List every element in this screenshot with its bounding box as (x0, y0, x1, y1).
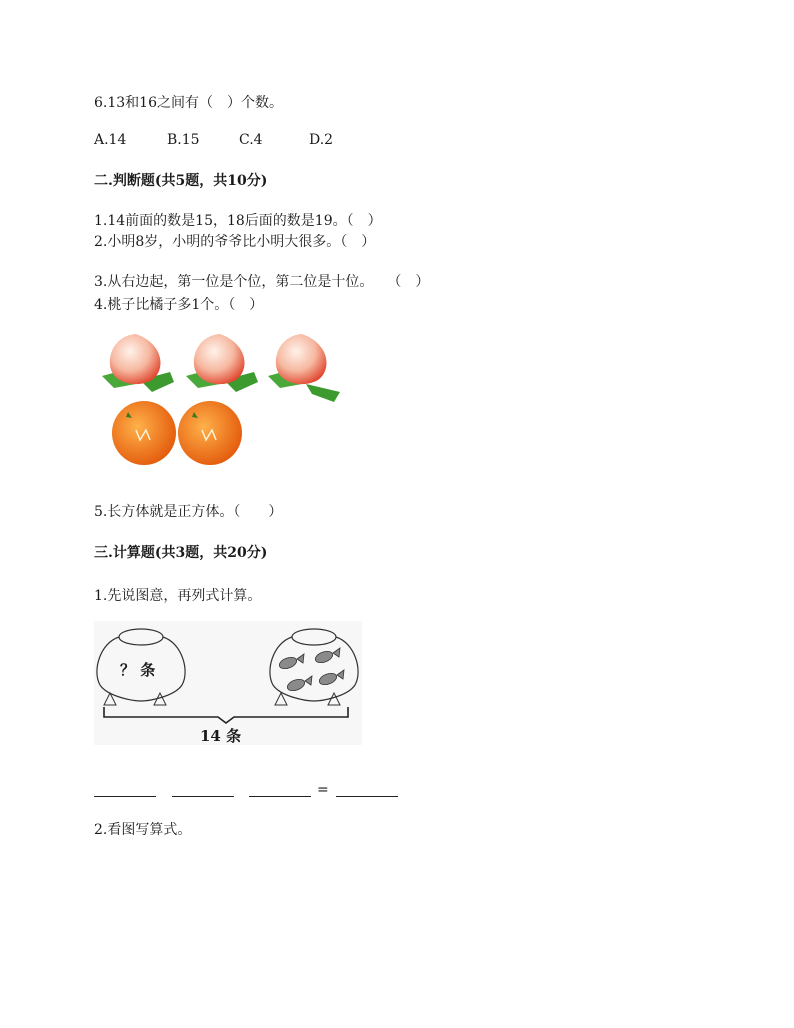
peach-icon (268, 334, 340, 402)
calc-question-2: 2.看图写算式。 (94, 822, 192, 838)
answer-blank-3[interactable] (249, 796, 311, 797)
peach-icon (186, 334, 258, 392)
question-6: 6.13和16之间有（ ）个数。 (94, 95, 283, 111)
judge-item-1: 1.14前面的数是15，18后面的数是19。（ ） (94, 213, 382, 229)
judge-item-3: 3.从右边起，第一位是个位，第二位是十位。 （ ） (94, 274, 430, 290)
answer-blank-1[interactable] (94, 796, 156, 797)
section-2-heading: 二.判断题(共5题，共10分) (94, 173, 268, 189)
judge-item-5: 5.长方体就是正方体。（ ） (94, 504, 283, 520)
equals-sign: = (317, 782, 329, 798)
bowl-unknown-label: ？ 条 (120, 661, 156, 679)
answer-blank-result[interactable] (336, 796, 398, 797)
orange-icon (112, 401, 176, 465)
fishbowl-diagram (94, 621, 362, 745)
orange-icon (178, 401, 242, 465)
option-c: C.4 (239, 132, 263, 148)
judge-item-2: 2.小明8岁，小明的爷爷比小明大很多。（ ） (94, 234, 376, 250)
calc-question-1: 1.先说图意，再列式计算。 (94, 588, 262, 604)
peach-icon (102, 334, 174, 392)
fruit-image (94, 326, 346, 466)
judge-item-4: 4.桃子比橘子多1个。（ ） (94, 297, 264, 313)
option-a: A.14 (94, 132, 127, 148)
option-d: D.2 (309, 132, 334, 148)
section-3-heading: 三.计算题(共3题，共20分) (94, 545, 268, 561)
answer-blank-2[interactable] (172, 796, 234, 797)
brace (104, 707, 348, 723)
total-label: 14 条 (200, 727, 242, 745)
option-b: B.15 (167, 132, 200, 148)
fish-bowl-icon (270, 629, 358, 705)
